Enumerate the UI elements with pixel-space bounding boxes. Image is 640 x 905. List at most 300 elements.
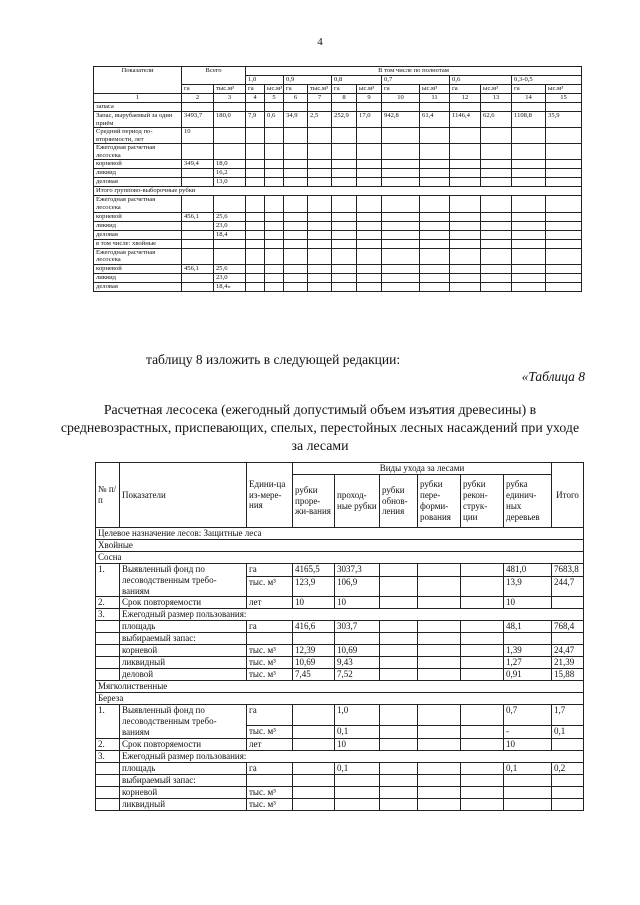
table-cell xyxy=(382,282,420,291)
col-number: 14 xyxy=(512,94,546,103)
value-cell xyxy=(418,726,461,739)
species-row xyxy=(96,552,584,564)
value-cell xyxy=(418,738,461,750)
col-total: Итого xyxy=(552,463,584,528)
value-cell: 13,9 xyxy=(504,576,552,597)
col-care-types: Виды ухода за лесами xyxy=(293,463,552,475)
table-cell xyxy=(246,196,265,212)
group-row xyxy=(96,681,584,693)
table-cell xyxy=(546,160,582,169)
table-cell xyxy=(265,221,284,230)
table-cell: 25,6 xyxy=(214,264,246,273)
empty-cell xyxy=(461,774,504,786)
value-cell xyxy=(380,597,418,609)
table-cell: 252,9 xyxy=(332,112,357,128)
table-cell xyxy=(420,212,450,221)
table-row xyxy=(94,169,582,178)
value-cell: 10 xyxy=(335,738,380,750)
empty-cell xyxy=(96,633,120,645)
table-cell xyxy=(512,169,546,178)
unit-cell: лет xyxy=(247,738,293,750)
row-label: деловая xyxy=(94,230,182,239)
value-cell: 1,0 xyxy=(335,705,380,726)
table-cell xyxy=(481,248,512,264)
table-row xyxy=(96,738,584,750)
col-indicators: Показатели xyxy=(94,67,182,94)
col-number: 2 xyxy=(182,94,214,103)
value-cell xyxy=(504,798,552,810)
unit-cell: тыс. м³ xyxy=(247,645,293,657)
value-cell xyxy=(293,762,335,774)
unit-header: га xyxy=(382,85,420,94)
value-cell xyxy=(418,798,461,810)
header-row xyxy=(94,67,582,76)
table-cell xyxy=(382,169,420,178)
table-cell xyxy=(481,169,512,178)
row-label: ликвид xyxy=(94,273,182,282)
table-cell xyxy=(308,169,332,178)
table-cell: 62,6 xyxy=(481,112,512,128)
value-cell xyxy=(418,564,461,577)
table-cell xyxy=(284,128,308,144)
row-label: корневой xyxy=(94,264,182,273)
unit-cell: лет xyxy=(247,597,293,609)
table-cell xyxy=(308,212,332,221)
empty-cell xyxy=(96,786,120,798)
table-cell xyxy=(382,196,420,212)
table-cell xyxy=(265,273,284,282)
table-cell xyxy=(246,248,265,264)
table-cell xyxy=(481,212,512,221)
value-cell: 4165,5 xyxy=(293,564,335,577)
table-cell xyxy=(265,248,284,264)
row-label: корневой xyxy=(120,645,247,657)
table-cell xyxy=(246,144,265,160)
col-thinning: рубки прорe-жи-вания xyxy=(293,475,335,528)
table-cell xyxy=(382,160,420,169)
row-label: ликвидный xyxy=(120,657,247,669)
table-cell xyxy=(357,196,382,212)
col-number: 10 xyxy=(382,94,420,103)
row-label: Срок повторяемости xyxy=(120,597,247,609)
table-cell: 61,4 xyxy=(420,112,450,128)
density-header: 1,0 xyxy=(246,76,284,85)
table-cell: 25,6 xyxy=(214,212,246,221)
table-cell: 2,5 xyxy=(308,112,332,128)
unit-header: тыс.м³ xyxy=(214,85,246,94)
table-cell xyxy=(420,144,450,160)
table-cell xyxy=(332,248,357,264)
value-cell: 10 xyxy=(335,597,380,609)
value-cell xyxy=(418,645,461,657)
table-cell: 3493,7 xyxy=(182,112,214,128)
table-row xyxy=(96,786,584,798)
group-softwood: Мягколиственные xyxy=(96,681,584,693)
row-label: запаса xyxy=(94,103,182,112)
table-row xyxy=(94,239,582,248)
table-row xyxy=(96,597,584,609)
row-label: деловой xyxy=(120,669,247,681)
table-cell xyxy=(420,221,450,230)
row-label: в том числе: хвойные xyxy=(94,239,182,248)
value-cell xyxy=(293,705,335,726)
table-cell xyxy=(357,212,382,221)
table-cell xyxy=(308,196,332,212)
table-cell xyxy=(308,248,332,264)
value-cell: 106,9 xyxy=(335,576,380,597)
col-number: 12 xyxy=(450,94,481,103)
value-cell: 768,4 xyxy=(552,621,584,633)
table-row xyxy=(94,128,582,144)
row-label: Выявленный фонд по лесоводственным требо-ваниям xyxy=(120,705,247,738)
row-label: корневой xyxy=(94,212,182,221)
unit-header: га xyxy=(182,85,214,94)
row-no: 3. xyxy=(96,750,120,762)
table-cell xyxy=(481,144,512,160)
value-cell: 244,7 xyxy=(552,576,584,597)
table-row xyxy=(96,705,584,726)
value-cell xyxy=(380,645,418,657)
unit-cell: га xyxy=(247,621,293,633)
table-row xyxy=(94,178,582,187)
value-cell: 15,88 xyxy=(552,669,584,681)
empty-cell xyxy=(96,774,120,786)
unit-cell: тыс. м³ xyxy=(247,657,293,669)
table-cell xyxy=(481,239,512,248)
unit-header: тыс.м³ xyxy=(308,85,332,94)
value-cell xyxy=(380,726,418,739)
table-cell xyxy=(246,178,265,187)
table-cell xyxy=(284,282,308,291)
value-cell xyxy=(293,726,335,739)
table-cell xyxy=(265,169,284,178)
col-single-tree: рубка единич-ных деревьев xyxy=(504,475,552,528)
table-cell xyxy=(450,239,481,248)
group-row xyxy=(96,540,584,552)
value-cell: - xyxy=(504,726,552,739)
table-cell xyxy=(357,230,382,239)
row-label: корневой xyxy=(120,786,247,798)
value-cell: 10 xyxy=(293,597,335,609)
table-cell xyxy=(450,103,481,112)
empty-cell xyxy=(293,774,335,786)
empty-cell xyxy=(293,633,335,645)
table-row xyxy=(96,645,584,657)
table-reference: «Таблица 8 xyxy=(521,369,585,384)
table-cell xyxy=(450,212,481,221)
table-row xyxy=(94,187,582,196)
table-title: Расчетная лесосека (ежегодный допустимый объем изъятия древесины) в средневозрастных, приспевающих, спелых, перестойных лесных насаждений при уходе за лесами xyxy=(60,402,580,453)
table-cell: 34,9 xyxy=(284,112,308,128)
value-cell xyxy=(461,786,504,798)
col-number: 4 xyxy=(246,94,265,103)
unit-header: ыс.м³ xyxy=(546,85,582,94)
table-cell xyxy=(481,103,512,112)
value-cell xyxy=(418,669,461,681)
table-cell xyxy=(265,230,284,239)
table-row xyxy=(96,633,584,645)
table-cell xyxy=(214,128,246,144)
table-cell xyxy=(265,239,284,248)
row-label: выбираемый запас: xyxy=(120,633,247,645)
value-cell xyxy=(461,576,504,597)
table-cell xyxy=(308,103,332,112)
value-cell xyxy=(380,738,418,750)
table-cell xyxy=(357,239,382,248)
table-cell xyxy=(284,103,308,112)
species-row xyxy=(96,693,584,705)
table-cell xyxy=(481,264,512,273)
table-cell: 7,9 xyxy=(246,112,265,128)
table-cell xyxy=(512,178,546,187)
value-cell: 1,27 xyxy=(504,657,552,669)
row-label: ликвид xyxy=(94,221,182,230)
table-cell xyxy=(284,273,308,282)
table-cell xyxy=(382,103,420,112)
row-label: деловая xyxy=(94,282,182,291)
table-cell xyxy=(284,239,308,248)
table-cell xyxy=(332,221,357,230)
table-cell xyxy=(182,273,214,282)
table-cell xyxy=(546,128,582,144)
value-cell: 0,91 xyxy=(504,669,552,681)
value-cell: 12,39 xyxy=(293,645,335,657)
table-cell xyxy=(546,282,582,291)
table-cell: 1146,4 xyxy=(450,112,481,128)
table-cell xyxy=(284,196,308,212)
species-pine: Сосна xyxy=(96,552,584,564)
table-cell xyxy=(246,282,265,291)
table-cell xyxy=(450,282,481,291)
table-cell xyxy=(546,273,582,282)
value-cell: 3037,3 xyxy=(335,564,380,577)
table-row xyxy=(94,212,582,221)
col-total: Всего xyxy=(182,67,246,85)
table-cell xyxy=(512,103,546,112)
table-cell xyxy=(357,248,382,264)
table-cell xyxy=(284,178,308,187)
empty-cell xyxy=(247,774,293,786)
value-cell: 10,69 xyxy=(293,657,335,669)
table-cell xyxy=(357,178,382,187)
purpose: Целевое назначение лесов: Защитные леса xyxy=(96,528,584,540)
table-cell xyxy=(182,282,214,291)
value-cell: 123,9 xyxy=(293,576,335,597)
table-cell xyxy=(420,239,450,248)
table-cell xyxy=(182,169,214,178)
table-cell xyxy=(420,196,450,212)
table-cell xyxy=(450,230,481,239)
value-cell xyxy=(380,786,418,798)
table-cell xyxy=(246,221,265,230)
row-no: 1. xyxy=(96,705,120,738)
table-cell xyxy=(332,239,357,248)
value-cell xyxy=(461,705,504,726)
value-cell: 0,1 xyxy=(552,726,584,739)
table-cell xyxy=(382,144,420,160)
empty-cell xyxy=(380,774,418,786)
header-row xyxy=(96,463,584,475)
table-row xyxy=(94,282,582,291)
value-cell: 10 xyxy=(504,738,552,750)
value-cell xyxy=(418,576,461,597)
value-cell: 0,1 xyxy=(335,726,380,739)
table-cell xyxy=(246,212,265,221)
unit-header: га xyxy=(284,85,308,94)
value-cell xyxy=(380,762,418,774)
value-cell xyxy=(380,798,418,810)
density-header: 0,6 xyxy=(450,76,512,85)
value-cell xyxy=(335,786,380,798)
table-cell xyxy=(357,128,382,144)
empty-cell xyxy=(418,774,461,786)
table-row xyxy=(96,609,584,621)
empty-cell xyxy=(461,633,504,645)
value-cell xyxy=(418,657,461,669)
value-cell: 0,2 xyxy=(552,762,584,774)
row-label: ликвид xyxy=(94,169,182,178)
table-row xyxy=(96,621,584,633)
table-cell xyxy=(332,264,357,273)
table-cell: 456,1 xyxy=(182,264,214,273)
table-cell xyxy=(308,230,332,239)
unit-cell: га xyxy=(247,705,293,726)
table-cell xyxy=(512,128,546,144)
value-cell xyxy=(380,657,418,669)
intro-text: таблицу 8 изложить в следующей редакции: xyxy=(146,352,401,367)
table-cell xyxy=(546,178,582,187)
empty-cell xyxy=(335,633,380,645)
table-row xyxy=(94,103,582,112)
table-row xyxy=(94,221,582,230)
value-cell xyxy=(418,705,461,726)
table-cell xyxy=(357,144,382,160)
table-cell xyxy=(265,128,284,144)
table-row xyxy=(96,564,584,577)
empty-cell xyxy=(380,633,418,645)
table-cell xyxy=(284,160,308,169)
table-cell xyxy=(546,169,582,178)
value-cell xyxy=(293,738,335,750)
empty-cell xyxy=(96,669,120,681)
value-cell: 21,39 xyxy=(552,657,584,669)
value-cell: 0,1 xyxy=(335,762,380,774)
table-cell: 456,1 xyxy=(182,212,214,221)
table-cell xyxy=(512,282,546,291)
table-row xyxy=(94,196,582,212)
value-cell xyxy=(380,621,418,633)
value-cell xyxy=(461,621,504,633)
row-label: Ежегодная расчетная лесосека xyxy=(94,248,182,264)
table-cell xyxy=(308,144,332,160)
table-cell xyxy=(182,144,214,160)
table-cell xyxy=(450,264,481,273)
table-cell: 23,0 xyxy=(214,221,246,230)
col-number: 13 xyxy=(481,94,512,103)
table-cell xyxy=(546,221,582,230)
table-cell xyxy=(382,221,420,230)
table-row xyxy=(94,273,582,282)
felling-table xyxy=(95,462,584,811)
row-label: деловая xyxy=(94,178,182,187)
col-reform: рубки пере-форми-рования xyxy=(418,475,461,528)
page-number: 4 xyxy=(317,36,323,48)
table-cell xyxy=(332,212,357,221)
row-label: Выявленный фонд по лесоводственным требо-ваниям xyxy=(120,564,247,597)
table-cell xyxy=(481,160,512,169)
col-number: 6 xyxy=(284,94,308,103)
table-cell xyxy=(265,264,284,273)
row-no: 2. xyxy=(96,738,120,750)
table-cell xyxy=(512,264,546,273)
table-cell xyxy=(182,103,214,112)
row-no: 2. xyxy=(96,597,120,609)
unit-cell: тыс. м³ xyxy=(247,669,293,681)
table-cell xyxy=(382,128,420,144)
table-cell xyxy=(420,230,450,239)
table-cell xyxy=(246,264,265,273)
value-cell: 0,7 xyxy=(504,705,552,726)
table-cell xyxy=(284,169,308,178)
table-cell xyxy=(214,239,246,248)
value-cell xyxy=(461,657,504,669)
row-label: корневой xyxy=(94,160,182,169)
value-cell xyxy=(461,726,504,739)
density-table xyxy=(93,66,582,292)
empty-cell xyxy=(96,798,120,810)
table-cell xyxy=(420,264,450,273)
table-cell xyxy=(481,230,512,239)
table-cell xyxy=(450,128,481,144)
table-cell: 35,9 xyxy=(546,112,582,128)
table-cell xyxy=(357,160,382,169)
value-cell xyxy=(418,621,461,633)
table-cell xyxy=(512,273,546,282)
table-cell xyxy=(308,160,332,169)
table-cell xyxy=(246,239,265,248)
col-number: 7 xyxy=(308,94,332,103)
table-row xyxy=(96,774,584,786)
table-cell xyxy=(332,144,357,160)
table-cell xyxy=(182,239,214,248)
unit-cell: тыс. м³ xyxy=(247,798,293,810)
value-cell: 9,43 xyxy=(335,657,380,669)
value-cell xyxy=(293,798,335,810)
table-cell xyxy=(512,239,546,248)
table-cell xyxy=(332,273,357,282)
table-cell xyxy=(332,160,357,169)
value-cell xyxy=(461,738,504,750)
row-label: площадь xyxy=(120,621,247,633)
empty-cell xyxy=(96,645,120,657)
table-cell: 18,4 xyxy=(214,230,246,239)
value-cell xyxy=(380,705,418,726)
table-cell xyxy=(420,178,450,187)
table-cell xyxy=(546,196,582,212)
col-number: 5 xyxy=(265,94,284,103)
table-cell xyxy=(308,178,332,187)
value-cell: 10 xyxy=(504,597,552,609)
row-label: Ежегодный размер пользования: xyxy=(120,609,584,621)
value-cell xyxy=(335,798,380,810)
value-cell xyxy=(552,597,584,609)
unit-header: га xyxy=(246,85,265,94)
col-number: 15 xyxy=(546,94,582,103)
table-cell xyxy=(481,196,512,212)
table-row xyxy=(96,657,584,669)
table-cell xyxy=(284,264,308,273)
purpose-row xyxy=(96,528,584,540)
